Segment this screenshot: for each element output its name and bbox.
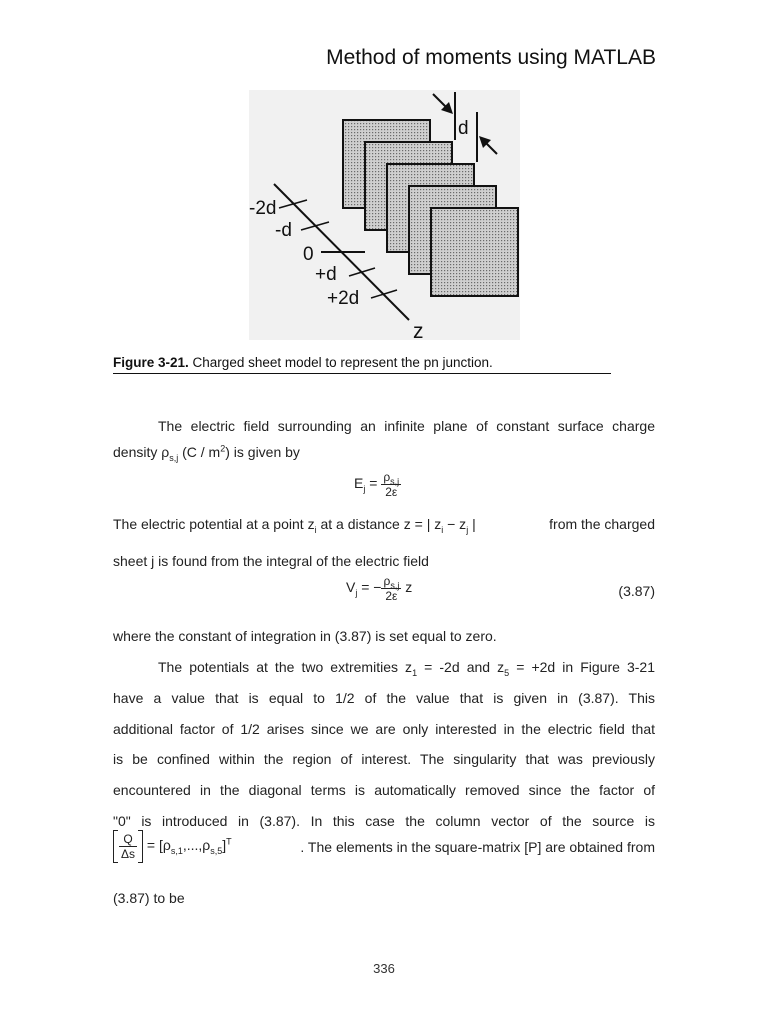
p2-line2: sheet j is found from the integral of the electric field — [113, 553, 429, 569]
p4-line4: is be confined within the region of interest. The singularity that was previously — [113, 751, 655, 767]
source-vector: $\frac{Q}{\Delta s}$ — [113, 832, 143, 861]
p4-line1: The potentials at the two extremities $z_1 = -2d$ and $z_5 = +2d$ in Figure 3-21 — [158, 659, 655, 678]
tick-m2d — [279, 200, 307, 208]
p2-line1: The electric potential at a point $z_i$ at a distance z = | $z_i - z_j$ | from the charged — [113, 516, 655, 535]
tick-p2d — [371, 290, 397, 298]
label-minus-d: -d — [275, 220, 292, 241]
label-d: d — [458, 118, 469, 139]
p4-line5: encountered in the diagonal terms is automatically removed since the factor of — [113, 782, 655, 798]
charged-sheet-figure — [249, 90, 520, 340]
tick-pd — [349, 268, 375, 276]
caption-label: Figure 3-21. — [113, 355, 189, 370]
p4-line7: $\frac{Q}{\Delta s}$ = $[\rho_{s,1},...,\rho_{s,5}]^T$ . The elements in the square-matrix [P] are obtained from — [113, 832, 655, 861]
equation-e: $E_j$ = $\frac{\rho_{s,j}}{2\varepsilon}$ — [354, 470, 400, 499]
label-plus-2d: +2d — [327, 288, 360, 309]
equation-v: $V_j$ = − $\frac{\rho_{s,j}}{2\varepsilon}$ z — [346, 574, 413, 603]
tick-md — [301, 222, 329, 230]
p3-line: where the constant of integration in (3.87) is set equal to zero. — [113, 628, 497, 644]
label-minus-2d: -2d — [249, 198, 277, 219]
equation-number: (3.87) — [618, 583, 655, 599]
label-z: z — [413, 320, 424, 340]
p1-line2: density $\rho_{s,j}$ $(C / m^2)$ is given by — [113, 443, 300, 463]
p4-line3: additional factor of 1/2 arises since we are only interested in the electric field that — [113, 721, 655, 737]
caption-text: Charged sheet model to represent the pn junction. — [192, 355, 493, 370]
page-number: 336 — [373, 961, 395, 976]
label-zero: 0 — [303, 244, 314, 265]
p1-line1: The electric field surrounding an infinite plane of constant surface charge — [158, 418, 655, 434]
p4-line6: "0" is introduced in (3.87). In this case the column vector of the source is — [113, 813, 655, 829]
label-plus-d: +d — [315, 264, 337, 285]
p4-line2: have a value that is equal to 1/2 of the value that is given in (3.87). This — [113, 690, 655, 706]
sheet-5 — [431, 208, 518, 296]
figure-caption — [113, 354, 611, 374]
p4-line8: (3.87) to be — [113, 890, 185, 906]
running-header: Method of moments using MATLAB — [326, 46, 656, 69]
